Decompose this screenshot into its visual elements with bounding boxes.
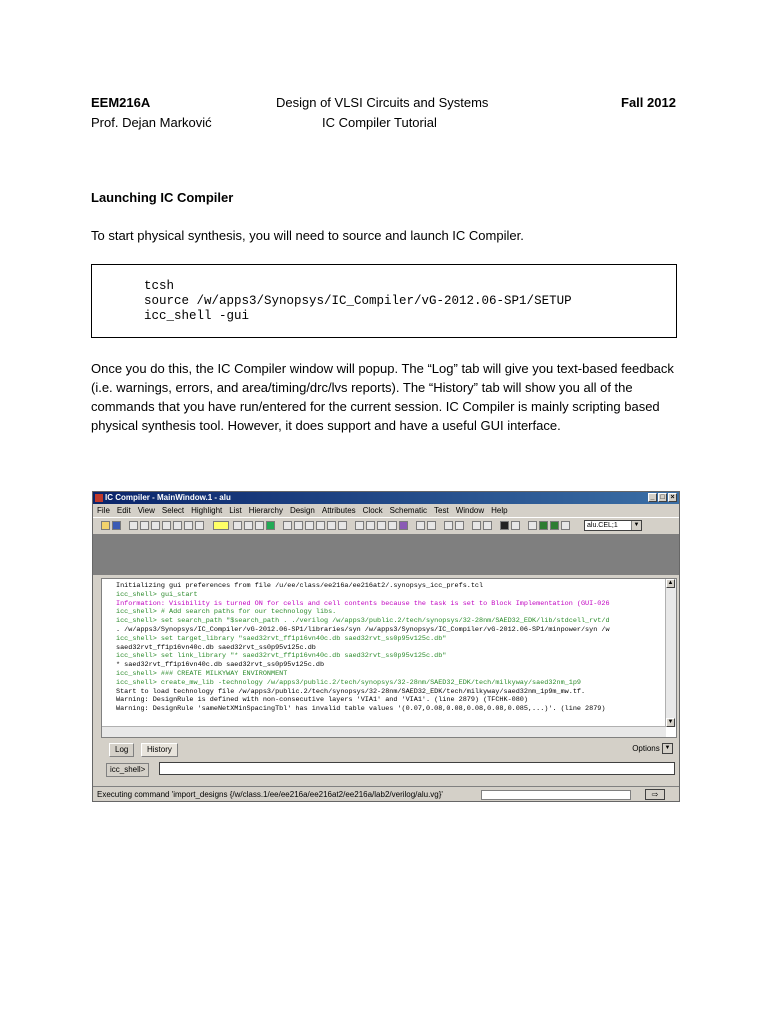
menu-clock[interactable]: Clock: [362, 506, 383, 515]
record-icon[interactable]: [399, 521, 408, 530]
paint-icon[interactable]: [233, 521, 242, 530]
code-line: icc_shell -gui: [144, 309, 250, 323]
pen-icon[interactable]: [140, 521, 149, 530]
log-line: Information: Visibility is turned ON for cells and cell contents because the task is set to Block Implementation (GUI-026: [116, 599, 610, 608]
console-tabs: [101, 742, 675, 756]
down-icon[interactable]: [427, 521, 436, 530]
stop-icon[interactable]: [388, 521, 397, 530]
log-lines: [116, 582, 662, 714]
select-icon[interactable]: [129, 521, 138, 530]
tab-log[interactable]: Log: [109, 743, 134, 757]
chevron-down-icon[interactable]: ▼: [662, 743, 673, 754]
rotate-icon[interactable]: [151, 521, 160, 530]
menu-design[interactable]: Design: [289, 506, 315, 515]
log-line: icc_shell> ### CREATE MILKYWAY ENVIRONMENT: [116, 669, 288, 678]
menu-select[interactable]: Select: [161, 506, 185, 515]
menu-view[interactable]: View: [137, 506, 155, 515]
header-course: EEM216A: [91, 95, 151, 110]
options-menu[interactable]: [632, 743, 673, 755]
code-line: source /w/apps3/Synopsys/IC_Compiler/vG-2012.06-SP1/SETUP: [144, 294, 572, 308]
log-line: * saed32rvt_ff1p16vn40c.db saed32rvt_ss0p95v125c.db: [116, 661, 325, 670]
scroll-down-icon[interactable]: ▼: [667, 719, 674, 725]
close-icon[interactable]: ×: [668, 493, 677, 502]
chevron-down-icon[interactable]: ▼: [631, 521, 641, 530]
pan-icon[interactable]: [195, 521, 204, 530]
layers-icon[interactable]: [511, 521, 520, 530]
ic-compiler-screenshot: [92, 491, 680, 802]
menu-edit[interactable]: Edit: [116, 506, 131, 515]
zoom-area-icon[interactable]: [294, 521, 303, 530]
log-line: Warning: DesignRule is defined with non-consecutive layers 'VIA1' and 'VIA1'. (line 2879) (TFCHK-080): [116, 696, 528, 705]
status-bar: [93, 786, 679, 802]
status-field: [481, 790, 631, 800]
open-icon[interactable]: [101, 521, 110, 530]
app-icon: [95, 494, 103, 502]
cross-icon[interactable]: [255, 521, 264, 530]
save-icon[interactable]: [112, 521, 121, 530]
window-controls: [648, 493, 677, 502]
header-subtitle: IC Compiler Tutorial: [322, 115, 437, 130]
color-fill-icon[interactable]: [213, 521, 229, 530]
zoom-in-icon[interactable]: [173, 521, 182, 530]
hand-icon[interactable]: [483, 521, 492, 530]
horizontal-scrollbar[interactable]: [102, 726, 666, 737]
zoom-minus-icon[interactable]: [316, 521, 325, 530]
window-titlebar: [93, 492, 679, 504]
chip-icon[interactable]: [539, 521, 548, 530]
log-line: icc_shell> set target_library "saed32rvt_ff1p16vn40c.db saed32rvt_ss0p95v125c.db": [116, 634, 447, 643]
cell-selector-value: alu.CEL;1: [587, 522, 618, 529]
menu-window[interactable]: Window: [455, 506, 485, 515]
refresh-icon[interactable]: [377, 521, 386, 530]
text-icon[interactable]: [472, 521, 481, 530]
vertical-scrollbar[interactable]: [665, 579, 676, 727]
menu-schematic[interactable]: Schematic: [389, 506, 428, 515]
header-title: Design of VLSI Circuits and Systems: [276, 95, 489, 110]
cell-selector[interactable]: [584, 520, 642, 531]
layout-canvas: [93, 534, 679, 575]
code-line: tcsh: [144, 279, 175, 293]
intro-text: To start physical synthesis, you will need to source and launch IC Compiler.: [91, 228, 524, 243]
log-line: saed32rvt_ff1p16vn40c.db saed32rvt_ss0p95v125c.db: [116, 643, 316, 652]
zoom-sel-icon[interactable]: [338, 521, 347, 530]
menu-test[interactable]: Test: [434, 506, 449, 515]
menu-help[interactable]: Help: [491, 506, 508, 515]
maximize-icon[interactable]: □: [658, 493, 667, 502]
menu-list[interactable]: List: [229, 506, 242, 515]
log-line: Initializing gui preferences from file /u/ee/class/ee216a/ee216at2/.synopsys_icc_prefs.tcl: [116, 582, 484, 590]
zoom-fit-icon[interactable]: [283, 521, 292, 530]
status-text: Executing command 'import_designs {/w/class.1/ee/ee216a/ee216at2/ee216a/lab2/verilog/alu.vg}': [97, 790, 443, 799]
stop-command-icon[interactable]: ⇨: [645, 789, 665, 800]
log-line: icc_shell> create_mw_lib -technology /w/apps3/public.2/tech/synopsys/32-28nm/SAED32_EDK/tech/milkyway/saed32nm_1p9: [116, 678, 581, 687]
zoom-plus-icon[interactable]: [305, 521, 314, 530]
window-icon[interactable]: [561, 521, 570, 530]
prompt-label: icc_shell>: [106, 763, 149, 777]
log-line: icc_shell> gui_start: [116, 590, 198, 599]
log-line: icc_shell> # Add search paths for our technology libs.: [116, 608, 337, 617]
tab-history[interactable]: History: [141, 743, 178, 757]
menu-highlight[interactable]: Highlight: [191, 506, 223, 515]
log-line: icc_shell> set link_library "* saed32rvt_ff1p16vn40c.db saed32rvt_ss0p95v125c.db": [116, 652, 447, 661]
log-line: . /w/apps3/Synopsys/IC_Compiler/vG-2012.06-SP1/libraries/syn /w/apps3/Synopsys/IC_Compiler/vG-2012.06-SP1/minpower/syn /w: [116, 625, 610, 634]
zoom-out-icon[interactable]: [184, 521, 193, 530]
options-label: Options: [632, 744, 660, 753]
minimize-icon[interactable]: _: [648, 493, 657, 502]
body-paragraph: Once you do this, the IC Compiler window will popup. The “Log” tab will give you text-based feedback (i.e. warnings, errors, and area/timing/drc/lvs reports). The “History” tab will show you all of the commands that you have run/entered for the current session. IC Compiler is mainly scripting based physical synthesis tool. However, it does support and have a useful GUI interface.: [91, 361, 674, 433]
log-line: Warning: DesignRule 'sameNetXMinSpacingTbl' has invalid table values '(0.07,0.08,0.08,0.08,0.08,0.085,...)'. (line 2879): [116, 705, 606, 714]
block-icon[interactable]: [550, 521, 559, 530]
edit-icon[interactable]: [444, 521, 453, 530]
menu-bar: [93, 505, 679, 516]
header-term: Fall 2012: [621, 95, 676, 110]
back-icon[interactable]: [355, 521, 364, 530]
toolbar: [93, 517, 679, 535]
table-icon[interactable]: [528, 521, 537, 530]
menu-hierarchy[interactable]: Hierarchy: [248, 506, 283, 515]
ruler-icon[interactable]: [244, 521, 253, 530]
link-icon[interactable]: [455, 521, 464, 530]
forward-icon[interactable]: [366, 521, 375, 530]
log-line: icc_shell> set search_path "$search_path . ./verilog /w/apps3/public.2/tech/synopsys/32-28nm/SAED32_EDK/lib/stdcell_rvt/d: [116, 617, 610, 626]
info-icon[interactable]: [162, 521, 171, 530]
command-input[interactable]: [159, 762, 675, 775]
command-row: [101, 762, 675, 776]
zoom-prev-icon[interactable]: [327, 521, 336, 530]
terminal-icon[interactable]: [500, 521, 509, 530]
header-professor: Prof. Dejan Marković: [91, 115, 212, 130]
section-heading: Launching IC Compiler: [91, 190, 234, 205]
menu-attributes[interactable]: Attributes: [321, 506, 356, 515]
window-title: IC Compiler - MainWindow.1 - alu: [105, 493, 231, 502]
log-console: [101, 578, 677, 738]
grid-icon[interactable]: [266, 521, 275, 530]
code-box: [91, 264, 677, 338]
menu-file[interactable]: File: [97, 506, 110, 515]
up-icon[interactable]: [416, 521, 425, 530]
log-line: Start to load technology file /w/apps3/public.2/tech/synopsys/32-28nm/SAED32_EDK/tech/milkyway/saed32nm_1p9m_mw.tf.: [116, 687, 586, 696]
scroll-up-icon[interactable]: ▲: [667, 580, 674, 586]
